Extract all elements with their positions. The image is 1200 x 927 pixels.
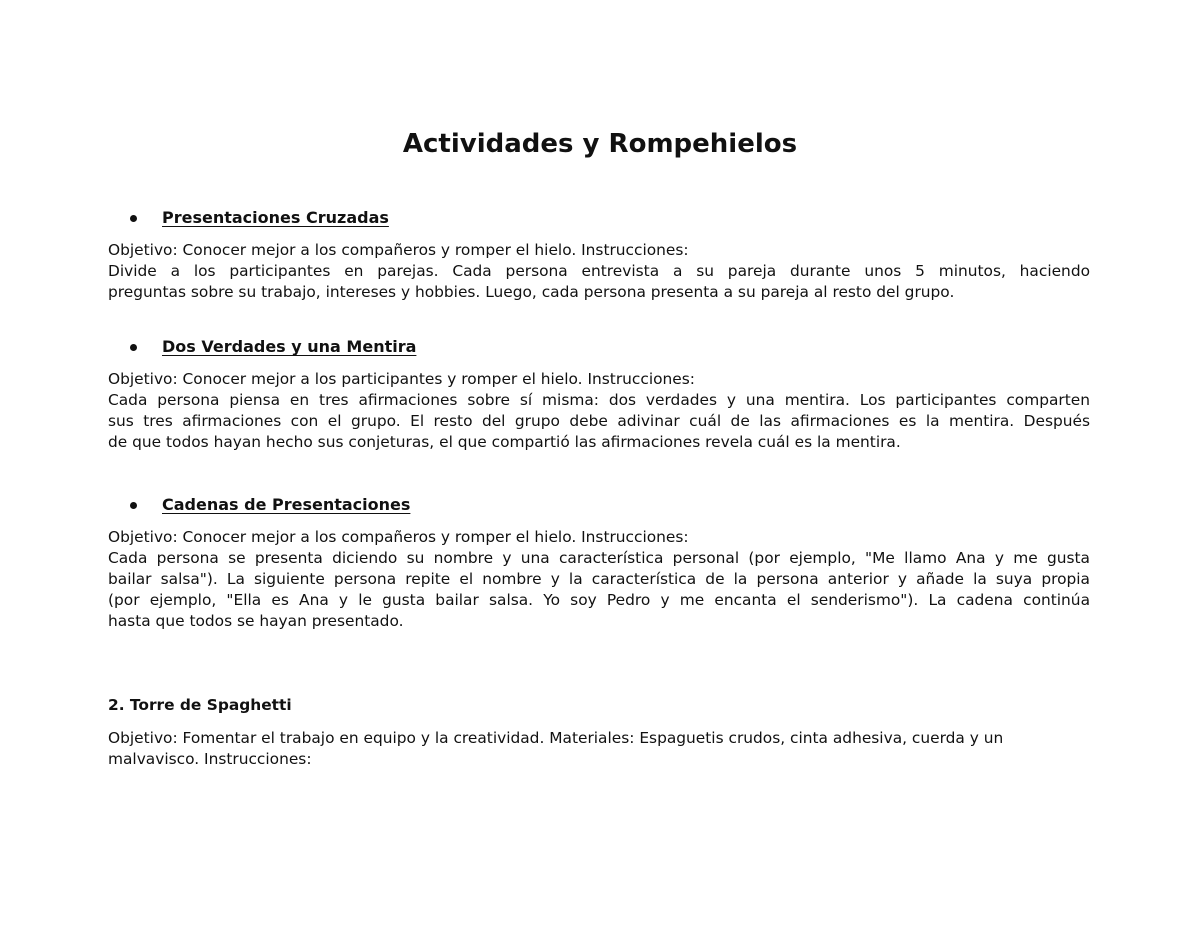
objective-text: Objetivo: Conocer mejor a los participantes y romper el hielo. Instrucciones: <box>108 370 695 388</box>
objective-text: Objetivo: Conocer mejor a los compañeros y romper el hielo. Instrucciones: <box>108 528 689 546</box>
instructions-line: Divide a los participantes en parejas. Cada persona entrevista a su pareja durante unos 5 minutos, haciendo <box>108 262 1090 280</box>
section-text-line: Objetivo: Fomentar el trabajo en equipo y la creatividad. Materiales: Espaguetis crudos, cinta adhesiva, cuerda y un <box>108 729 1004 747</box>
bullet-icon <box>130 344 137 351</box>
activity-title: Presentaciones Cruzadas <box>162 208 389 227</box>
activity-title: Dos Verdades y una Mentira <box>162 337 417 356</box>
activity-body <box>108 369 1090 453</box>
instructions-line: (por ejemplo, "Ella es Ana y le gusta bailar salsa. Yo soy Pedro y me encanta el senderismo"). La cadena continúa <box>108 591 1090 609</box>
activity-body <box>108 527 1090 632</box>
document-title: Actividades y Rompehielos <box>402 129 798 159</box>
instructions-line: hasta que todos se hayan presentado. <box>108 612 404 630</box>
section-body <box>108 728 1090 770</box>
bullet-icon <box>130 215 137 222</box>
instructions-line: Cada persona se presenta diciendo su nombre y una característica personal (por ejemplo, "Me llamo Ana y me gusta <box>108 549 1090 567</box>
section-heading: 2. Torre de Spaghetti <box>108 696 292 714</box>
activity-title: Cadenas de Presentaciones <box>162 495 411 514</box>
instructions-line: preguntas sobre su trabajo, intereses y hobbies. Luego, cada persona presenta a su pareja al resto del grupo. <box>108 283 955 301</box>
instructions-line: bailar salsa"). La siguiente persona repite el nombre y la característica de la persona anterior y añade la suya propia <box>108 570 1090 588</box>
instructions-line: Cada persona piensa en tres afirmaciones sobre sí misma: dos verdades y una mentira. Los participantes comparten <box>108 391 1090 409</box>
activity-body <box>108 240 1090 303</box>
instructions-line: de que todos hayan hecho sus conjeturas, el que compartió las afirmaciones revela cuál es la mentira. <box>108 433 901 451</box>
section-text-line: malvavisco. Instrucciones: <box>108 750 312 768</box>
objective-text: Objetivo: Conocer mejor a los compañeros y romper el hielo. Instrucciones: <box>108 241 689 259</box>
bullet-icon <box>130 502 137 509</box>
instructions-line: sus tres afirmaciones con el grupo. El resto del grupo debe adivinar cuál de las afirmaciones es la mentira. Después <box>108 412 1090 430</box>
